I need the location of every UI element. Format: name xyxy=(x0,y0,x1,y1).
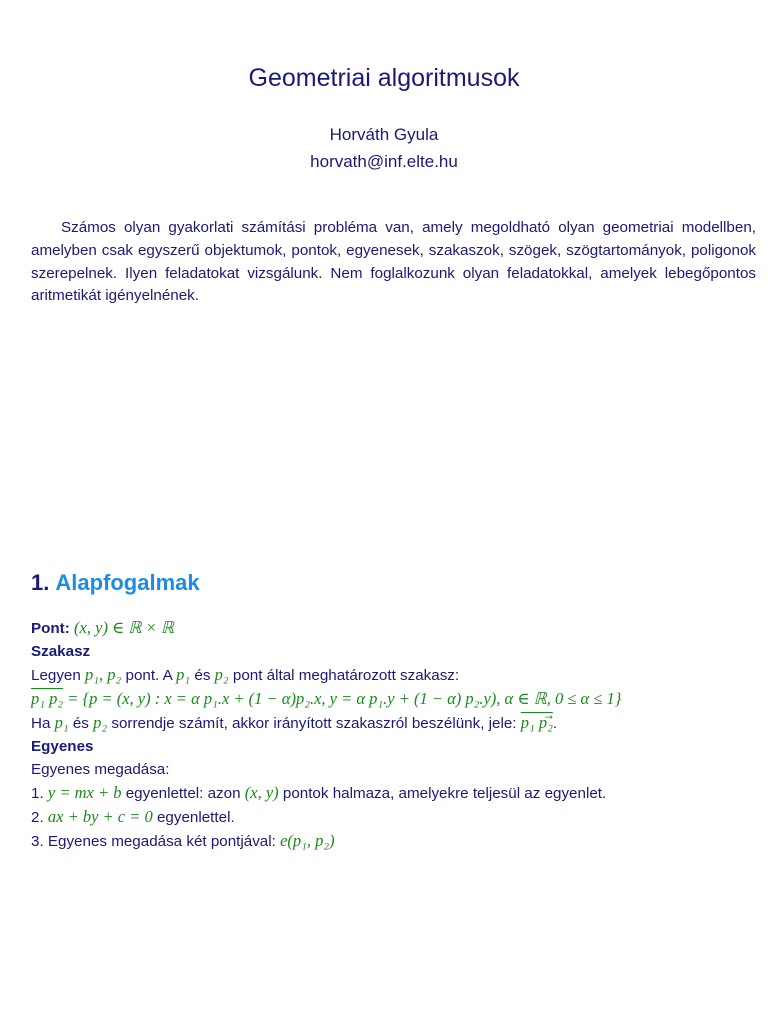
text: és xyxy=(190,667,215,684)
egyenes-intro: Egyenes megadása: xyxy=(31,761,170,778)
text: pont. A xyxy=(121,667,177,684)
math-line-equation: y = mx + b xyxy=(47,783,122,802)
text: és xyxy=(68,715,94,732)
szakasz-heading: Szakasz xyxy=(31,643,91,660)
segment-rhs: = {p = (x, y) : x = α p₁.x + (1 − α)p₂.x, y = α p₁.y + (1 − α) p₂.y), α ∈ ℝ, 0 ≤ α ≤ 1} xyxy=(63,689,622,708)
egyenes-item-3 xyxy=(31,829,751,853)
egyenes-item-1 xyxy=(31,781,751,805)
text: sorrendje számít, akkor irányított szakaszról beszélünk, jele: xyxy=(107,715,521,732)
text: Legyen xyxy=(31,667,86,684)
abstract-paragraph: Számos olyan gyakorlati számítási probléma van, amely megoldható olyan geometriai modellben, amelyben csak egyszerű objektumok, pontok, egyenesek, szakaszok, szögek, szögtartományok, poligonok szerepelnek. Ilyen feladatokat vizsgálunk. Nem foglalkozunk olyan feladatokkal, amelyek lebegőpontos aritmetikát igényelnének. xyxy=(31,219,756,305)
document-title: Geometriai algoritmusok xyxy=(248,64,520,92)
text: pont által meghatározott szakasz: xyxy=(228,667,460,684)
text: 2. xyxy=(31,809,48,826)
math-two-points: e(p₁, p₂) xyxy=(280,831,335,850)
text: egyenlettel: azon xyxy=(121,785,245,802)
math-general-equation: ax + by + c = 0 xyxy=(47,807,153,826)
math-p2: p₂ xyxy=(93,713,108,732)
section-content xyxy=(31,616,751,853)
section-heading xyxy=(31,570,200,596)
text: . xyxy=(552,715,558,732)
text: pontok halmaza, amelyekre teljesül az egyenlet. xyxy=(278,785,607,802)
segment-lhs: p₁ p₂ xyxy=(31,689,64,708)
egyenes-heading: Egyenes xyxy=(31,738,94,755)
pont-definition xyxy=(31,616,751,640)
section-number: 1. xyxy=(31,570,50,595)
section-title: Alapfogalmak xyxy=(55,570,200,595)
math-p1: p₁ xyxy=(54,713,69,732)
pont-math: (x, y) ∈ ℝ × ℝ xyxy=(74,618,174,637)
math-xy: (x, y) xyxy=(244,783,279,802)
text: 3. Egyenes megadása két pontjával: xyxy=(31,833,281,850)
szakasz-definition-formula xyxy=(31,687,751,711)
pont-label: Pont: xyxy=(31,620,70,637)
math-p1: p₁ xyxy=(176,665,191,684)
math-p1-p2: p₁, p₂ xyxy=(85,665,122,684)
text: egyenlettel. xyxy=(152,809,235,826)
directed-segment-sentence xyxy=(31,711,751,735)
directed-segment-symbol: p₁ p₂ xyxy=(520,713,553,732)
author-email: horvath@inf.elte.hu xyxy=(310,152,458,171)
egyenes-item-2 xyxy=(31,805,751,829)
text: 1. xyxy=(31,785,48,802)
author-name: Horváth Gyula xyxy=(329,125,439,144)
text: Ha xyxy=(31,715,55,732)
szakasz-intro xyxy=(31,663,751,687)
math-p2: p₂ xyxy=(214,665,229,684)
